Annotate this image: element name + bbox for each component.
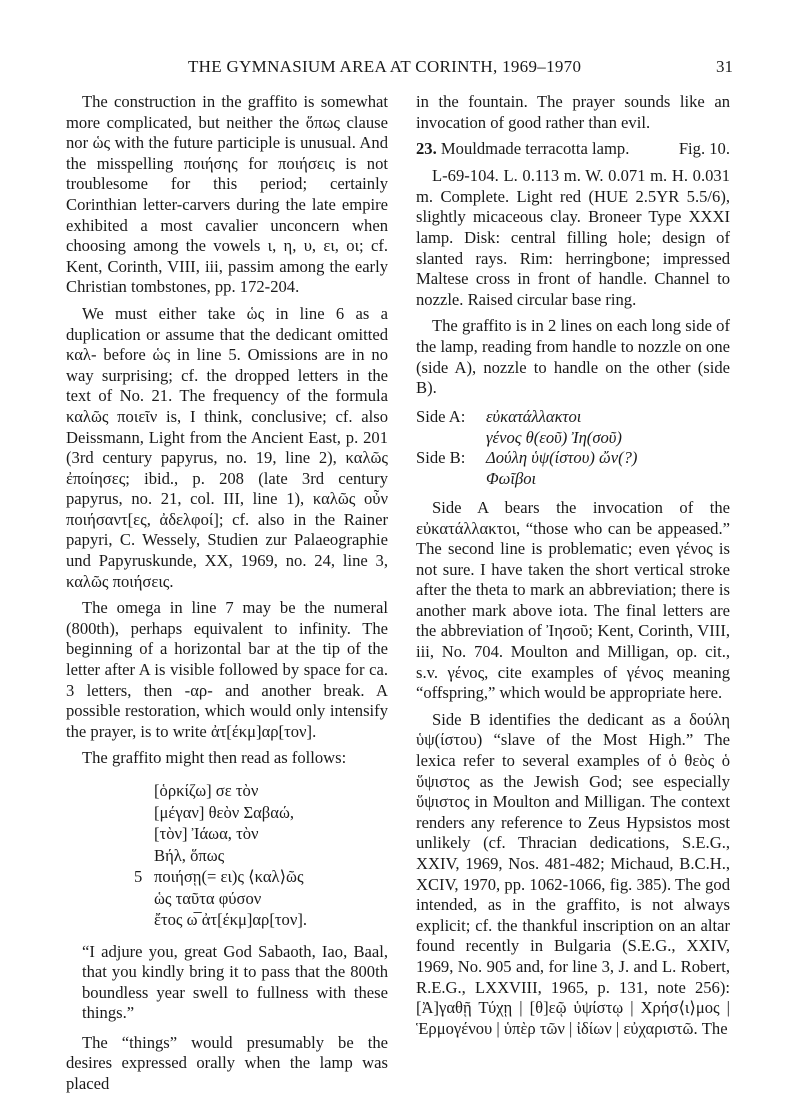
catalogue-entry-heading: [416, 139, 730, 160]
graffito-line: Βήλ, ὅπως: [154, 845, 225, 865]
graffito-line: 5 ποιήσῃ(= ει)ς ⟨καλ⟩ῶς: [134, 867, 304, 886]
graffito-line: [τὸν] Ἰάωα, τὸν: [154, 824, 259, 843]
figure-reference: Fig. 10.: [678, 139, 730, 159]
inscription-line: Φωῖβοι: [486, 469, 537, 489]
paragraph: L-69-104. L. 0.113 m. W. 0.071 m. H. 0.031 m. Complete. Light red (HUE 2.5YR 5.5/6), slightly micaceous clay. Broneer Type XXXI lamp. Disk: central filling hole; design of slanted rays. Rim: herringbone; impressed Maltese cross in front of handle. Channel to nozzle. Raised circular base ring.: [416, 166, 730, 309]
running-title: THE GYMNASIUM AREA AT CORINTH, 1969–1970: [188, 57, 582, 76]
inscription-line: Side B: Δούλη ὑψ(ίστου) ὤν(?): [416, 448, 638, 468]
paragraph: The omega in line 7 may be the numeral (800th), perhaps equivalent to infinity. The beginning of a horizontal bar at the tip of the letter after A is visible followed by space for ca. 3 letters, then -αρ- and another break. A possible restoration, which would only intensify the prayer, is to write ἀτ[έκμ]αρ[τον].: [66, 598, 388, 741]
entry-title: Mouldmade terracotta lamp.: [440, 139, 630, 159]
graffito-line: [ὁρκίζω] σε τὸν: [154, 781, 259, 800]
paragraph: We must either take ὡς in line 6 as a duplication or assume that the dedicant omitted καλ- before ὡς in line 5. Omissions are in no way surprising; cf. the dropped letters in the text of No. 21. The frequency of the formula καλῶς ποιεῖν is, I think, conclusive; cf. also Deissmann, Light from the Ancient East, p. 201 (3rd century papyrus, no. 19, line 2), καλῶς ἐποίησες; ibid., p. 208 (late 3rd century papyrus, no. 21, col. III, line 1), καλῶς οὖν ποιήσαντ[ες, ἀδελφοί]; cf. also in the Rainer papyri, C. Wessely, Studien zur Palaeographie und Papyruskunde, XX, 1969, no. 24, line 3, καλῶς ποιήσεις.: [66, 303, 388, 591]
right-column: [416, 92, 730, 1039]
translation-quote: “I adjure you, great God Sabaoth, Iao, Baal, that you kindly bring it to pass that the 800th boundless year swell to fullness with these things.”: [82, 941, 388, 1023]
entry-number: 23.: [416, 139, 437, 159]
page-number: 31: [716, 57, 733, 76]
paragraph: The graffito is in 2 lines on each long side of the lamp, reading from handle to nozzle on one (side A), nozzle to handle on the other (side B).: [416, 316, 730, 398]
paragraph: The graffito might then read as follows:: [82, 748, 347, 768]
inscription-line: Side A: εὐκατάλλακτοι: [416, 406, 582, 426]
inscription-line: γένος θ(εοῦ) Ἰη(σοῦ): [486, 427, 622, 447]
graffito-line: ὡς ταῦτα φύσον: [154, 888, 262, 908]
left-column: [66, 92, 388, 1095]
paragraph: The “things” would presumably be the desires expressed orally when the lamp was placed: [66, 1032, 388, 1094]
paragraph: Side A bears the invocation of the εὐκατάλλακτοι, “those who can be appeased.” The second line is problematic; even γένος is not sure. I have taken the short vertical stroke after the theta to mark an abbreviation; there is another mark above iota. The final letters are the abbreviation of Ἰησοῦ; Kent, Corinth, VIII, iii, No. 704. Moulton and Milligan, op. cit., s.v. γένος, cite examples of γένος meaning “offspring,” which would be appropriate here.: [416, 497, 730, 703]
graffito-text: [66, 781, 388, 932]
paragraph: in the fountain. The prayer sounds like an invocation of good rather than evil.: [416, 92, 730, 132]
line-number: 5: [134, 867, 143, 886]
graffito-line: ἔτος ω̅ ἀτ[έκμ]αρ[τον].: [154, 910, 308, 929]
paragraph: Side B identifies the dedicant as a δούλη ὑψ(ίστου) “slave of the Most High.” The lexica refer to several examples of ὁ θεὸς ὁ ὕψιστος as the Jewish God; see especially ὕψιστος in Moulton and Milligan. The context renders any reference to Zeus Hypsistos most unlikely (cf. Thracian dedications, S.E.G., XXIV, 1969, Nos. 481-482; Michaud, B.C.H., XCIV, 1970, pp. 1062-1066, fig. 385). The god intended, as in the graffito, is not always explicit; cf. the thankful inscription on an altar found recently in Bulgaria (S.E.G., XXIV, 1969, No. 905 and, for line 3, J. and L. Robert, R.E.G., LXXVIII, 1965, p. 131, note 256): [Ἀ]γαθῇ Τύχῃ | [θ]εῷ ὑψίστῳ | Χρήσ⟨ι⟩μος | Ἑρμογένου | ὑπὲρ τῶν | ἰδίων | εὐχαριστῶ. The: [416, 709, 730, 1038]
lamp-inscription: [416, 407, 730, 490]
running-header: [0, 57, 794, 81]
graffito-line: [μέγαν] θεὸν Σαβαώ,: [154, 802, 295, 822]
paragraph: The construction in the graffito is somewhat more complicated, but neither the ὅπως clause nor ὡς with the future participle is unusual. And the misspelling ποιήσης for ποιήσεις is not troublesome for this period; certainly Corinthian letter-carvers during the late empire exhibited a most cavalier unconcern when choosing among the vowels ι, η, υ, ει, οι; cf. Kent, Corinth, VIII, iii, passim among the early Christian tombstones, pp. 172-204.: [66, 92, 388, 297]
